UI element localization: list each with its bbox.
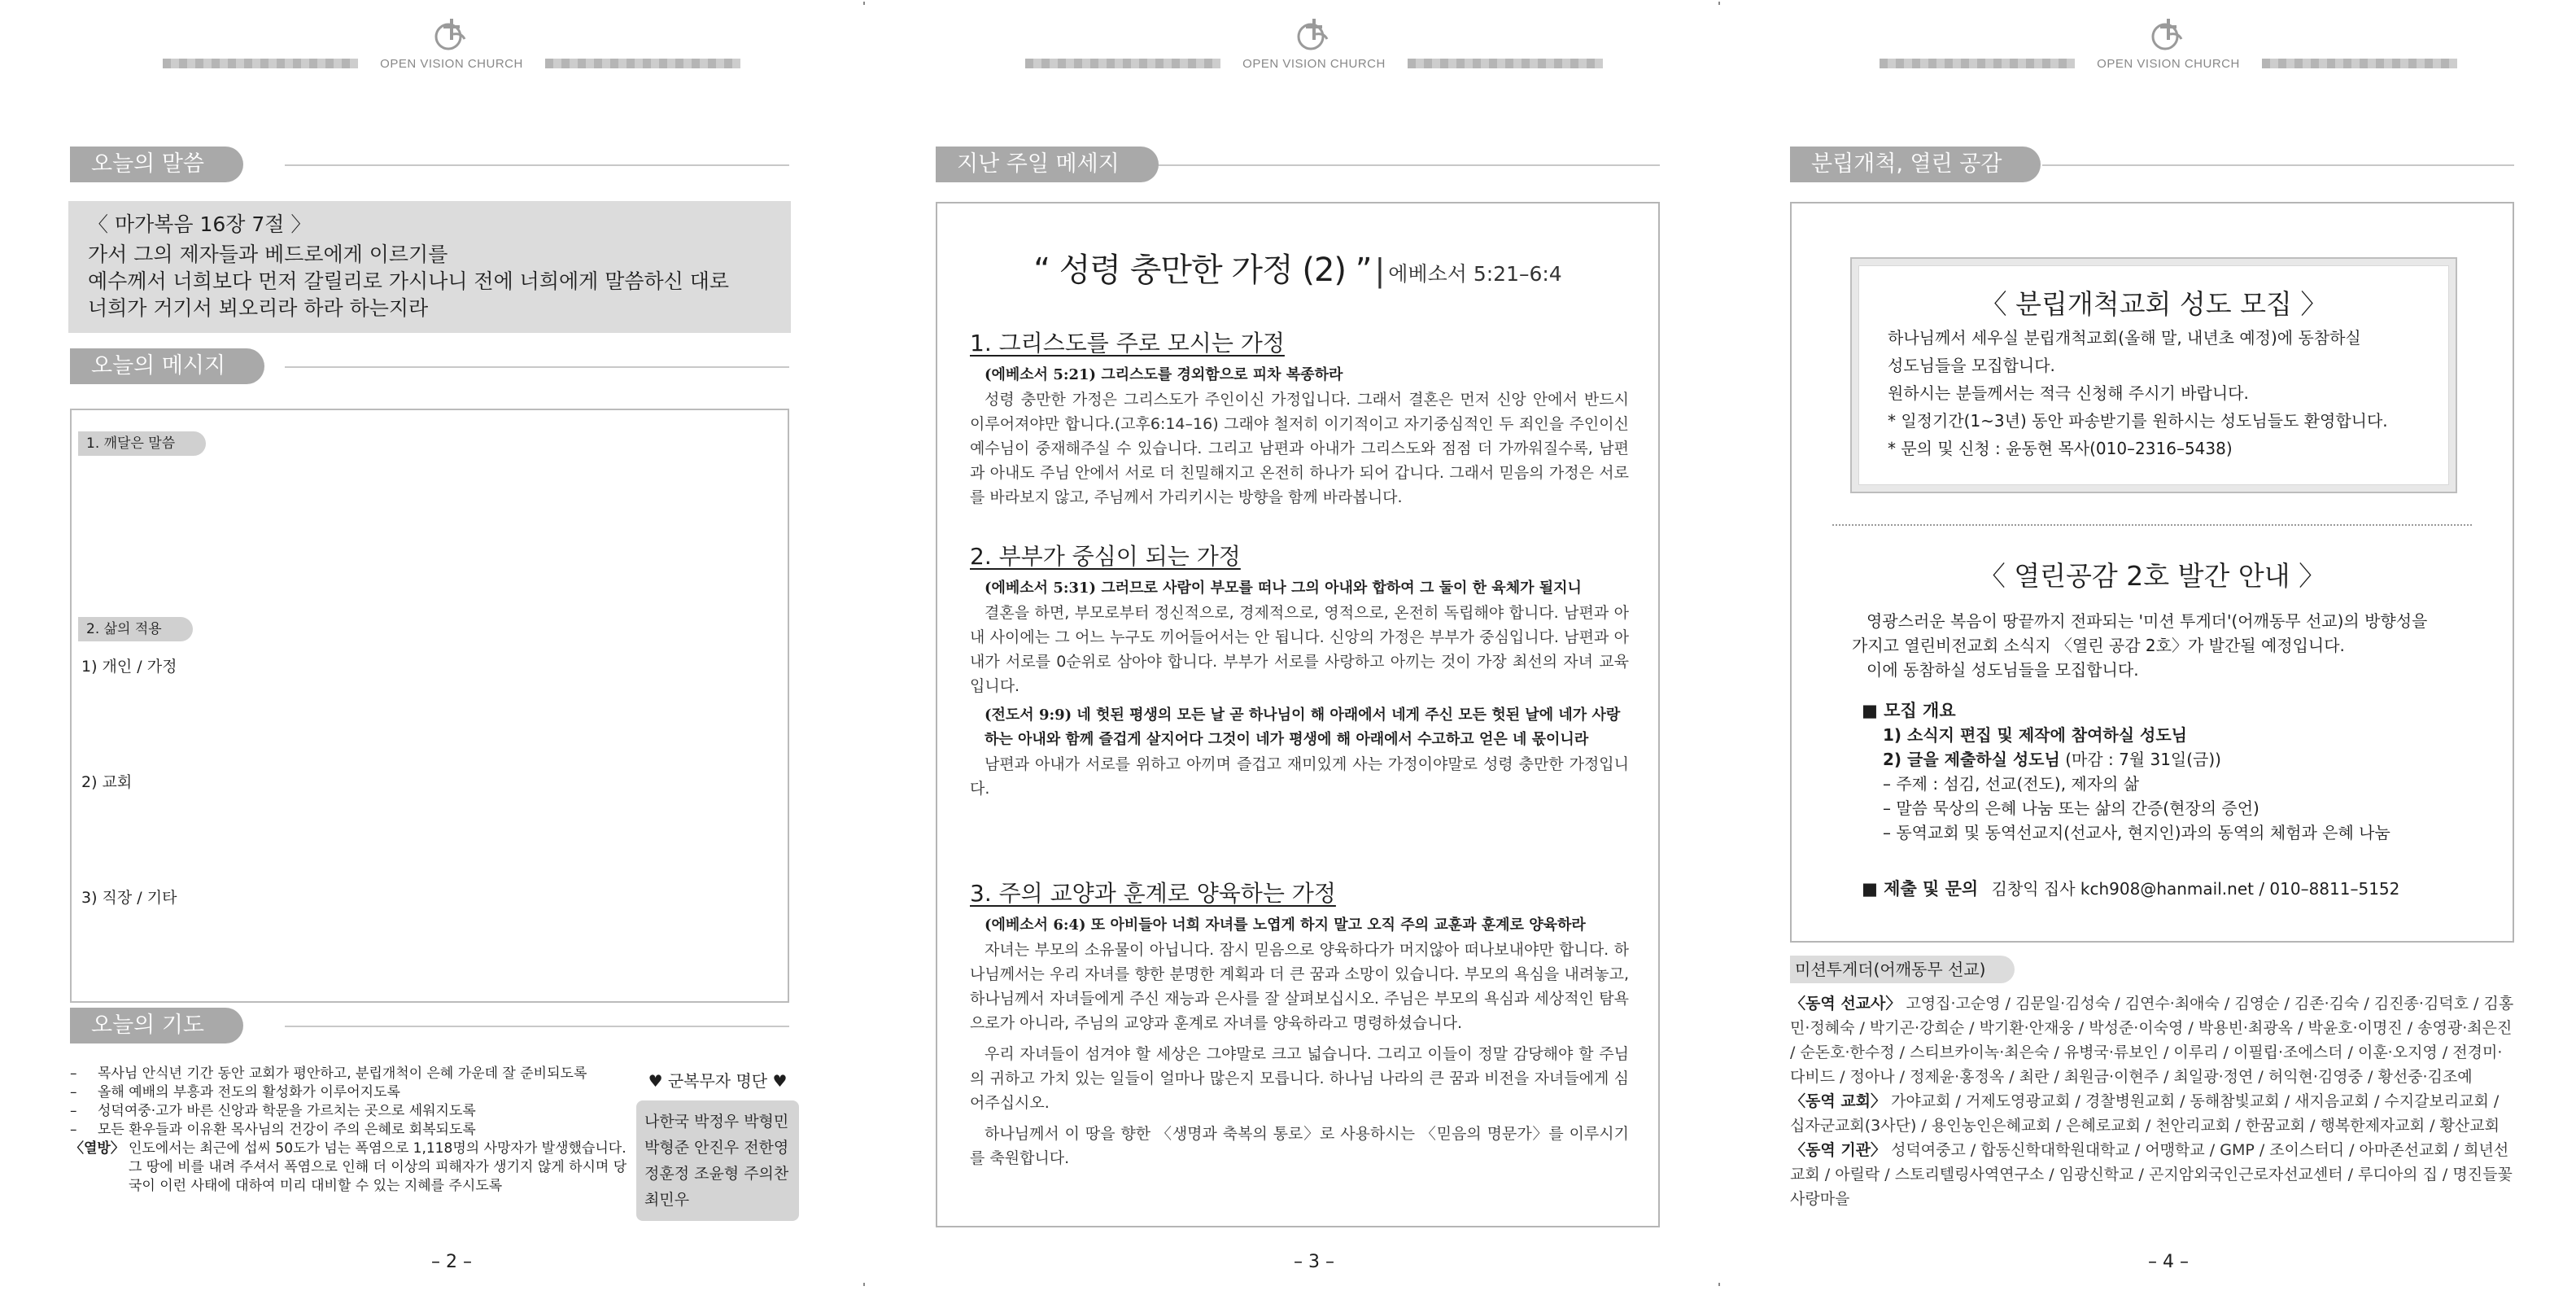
header-bar bbox=[1408, 59, 1603, 68]
prayer-item bbox=[70, 1065, 640, 1083]
mission-group-label: 〈동역 선교사〉 bbox=[1790, 995, 1901, 1013]
section-header-prayer bbox=[70, 1008, 789, 1043]
point-body: 결혼을 하면, 부모로부터 정신적으로, 경제적으로, 영적으로, 온전히 독립해야 합니다. 남편과 아내 사이에는 그 어느 누구도 끼어들어서는 안 됩니다. 신앙의 가정은 부부가 중심입니다. 남편과 아내가 서로를 0순위로 삼아야 합니다. 부부가 서로를 사랑하고 아끼는 것이 가장 최선의 자녀 교육입니다. bbox=[970, 604, 1629, 695]
publish-intro-line: 가지고 열린비전교회 소식지 〈열린 공감 2호〉가 발간될 예정입니다. bbox=[1852, 636, 2345, 655]
section-title: 오늘의 말씀 bbox=[70, 147, 243, 182]
recruit-title: 〈 분립개척교회 성도 모집 〉 bbox=[1980, 288, 2328, 320]
point-heading: 3. 주의 교양과 훈계로 양육하는 가정 bbox=[970, 880, 1336, 907]
prayer-marker: – bbox=[70, 1084, 77, 1100]
prayer-text: 모든 환우들과 이유환 목사님의 건강이 주의 은혜로 회복되도록 bbox=[98, 1122, 476, 1138]
church-name: OPEN VISION CHURCH bbox=[380, 57, 523, 71]
mission-tag: 미션투게더(어깨동무 선교) bbox=[1790, 956, 2015, 983]
prayer-list bbox=[70, 1065, 640, 1196]
section-header-message bbox=[70, 348, 789, 384]
mission-group bbox=[1790, 1138, 2514, 1211]
sermon-title-text: “ 성령 충만한 가정 (2) ” bbox=[1033, 252, 1372, 289]
page-number: – 2 – bbox=[431, 1252, 472, 1272]
publish-intro bbox=[1852, 609, 2427, 682]
point-body: 우리 자녀들이 섬겨야 할 세상은 그야말로 크고 넓습니다. 그리고 이들이 정말 감당해야 할 주님의 귀하고 가치 있는 일들이 얼마나 많은지 모릅니다. 하나님 나라의 큰 꿈과 비전을 자녀들에게 심어주십시오. bbox=[970, 1045, 1629, 1112]
sermon-box bbox=[936, 202, 1660, 1227]
point-verse: (에베소서 6:4) 또 아비들아 너희 자녀를 노엽게 하지 말고 오직 주의 교훈과 훈계로 양육하라 bbox=[985, 917, 1586, 934]
prayer-item bbox=[70, 1121, 640, 1140]
notes-item: 3) 직장 / 기타 bbox=[81, 889, 177, 907]
church-name: OPEN VISION CHURCH bbox=[1242, 57, 1386, 71]
section-rule bbox=[2042, 164, 2514, 166]
header-bar bbox=[545, 59, 740, 68]
prayer-text: 올해 예배의 부흥과 전도의 활성화가 이루어지도록 bbox=[98, 1084, 400, 1100]
overview bbox=[1862, 698, 2390, 845]
notes-tag: 1. 깨달은 말씀 bbox=[78, 431, 206, 456]
contact-label: ■ 제출 및 문의 bbox=[1862, 879, 1979, 899]
section-rule bbox=[1155, 164, 1660, 166]
page-header bbox=[1025, 16, 1603, 75]
prayer-item bbox=[70, 1102, 640, 1121]
overview-label: ■ 모집 개요 bbox=[1862, 701, 1956, 720]
prayer-item-nations bbox=[70, 1140, 640, 1196]
church-logo-icon bbox=[431, 16, 469, 54]
contact-info: 김창익 집사 kch908@hanmail.net / 010–8811–5152 bbox=[1991, 879, 2400, 899]
notes-item: 2) 교회 bbox=[81, 773, 133, 791]
prayer-text: 목사님 안식년 기간 동안 교회가 평안하고, 분립개척이 은혜 가운데 잘 준비되도록 bbox=[98, 1065, 587, 1082]
roster-line: 나한국 박정우 박형민 bbox=[644, 1113, 789, 1131]
mission-group-label: 〈동역 기관〉 bbox=[1790, 1141, 1887, 1159]
detail-line: – 말씀 묵상의 은혜 나눔 또는 삶의 간증(현장의 증언) bbox=[1883, 798, 2259, 818]
mission-group bbox=[1790, 1089, 2514, 1138]
header-bar bbox=[1880, 59, 2075, 68]
scripture-line: 너희가 거기서 뵈오리라 하라 하는지라 bbox=[88, 296, 429, 320]
mission-group-list: 고영집·고순영 / 김문일·김성숙 / 김연수·최애숙 / 김영순 / 김존·김숙 / 김진종·김덕호 / 김홍민·정혜숙 / 박기곤·강희순 / 박기환·안재웅 / 박성준·이숙영 / 박용빈·최광옥 / 박윤호·이명진 / 송영광·최은진 / 순돈호·한수정 / 스티브카이녹·최은숙 / 유병국·류보인 / 이루리 / 이필립·조에스더 / 이훈·오지영 / 전경미·다비드 / 정아나 / 정제윤·홍정옥 / 최란 / 최원금·이현주 / 최일광·정연 / 허익현·김영중 / 황선중·김조예 bbox=[1790, 995, 2514, 1086]
sermon-point-3 bbox=[970, 876, 1629, 1170]
section-header-planting bbox=[1790, 147, 2514, 182]
roster-line: 박형준 안진우 전한영 bbox=[644, 1139, 789, 1157]
mission-group-label: 〈동역 교회〉 bbox=[1790, 1092, 1887, 1110]
prayer-item bbox=[70, 1083, 640, 1102]
dotted-divider bbox=[1832, 524, 2472, 526]
mission-together bbox=[1790, 956, 2514, 1211]
recruit-line: 성도님들을 모집합니다. bbox=[1888, 356, 2055, 375]
church-logo-icon bbox=[1294, 16, 1331, 54]
section-header-sermon bbox=[936, 147, 1660, 182]
military-roster bbox=[636, 1065, 799, 1221]
publish-title: 〈 열린공감 2호 발간 안내 〉 bbox=[1978, 560, 2326, 592]
page-2 bbox=[24, 0, 879, 1295]
point-heading: 1. 그리스도를 주로 모시는 가정 bbox=[970, 330, 1285, 357]
page-3 bbox=[887, 0, 1741, 1295]
overview-item bbox=[1862, 747, 2390, 772]
section-header-word bbox=[70, 147, 789, 182]
point-body: 자녀는 부모의 소유물이 아닙니다. 잠시 믿음으로 양육하다가 머지않아 떠나보내야만 합니다. 하나님께서는 우리 자녀를 향한 분명한 계획과 더 큰 꿈과 소망이 있습니다. 부모의 욕심을 내려놓고, 하나님께서 자녀들에게 주신 재능과 은사를 잘 살펴보십시오. 주님은 부모의 욕심과 세상적인 탐욕으로가 아니라, 주님의 교양과 훈계로 자녀를 양육하라고 명령하셨습니다. bbox=[970, 941, 1629, 1032]
point-verse: (전도서 9:9) 네 헛된 평생의 모든 날 곧 하나님이 해 아래에서 네게 주신 모든 헛된 날에 네가 사랑하는 아내와 함께 즐겁게 살지어다 그것이 네가 평생에 해 아래에서 수고하고 얻은 네 몫이니라 bbox=[985, 707, 1621, 748]
section-rule bbox=[285, 164, 789, 166]
roster-title: ♥ 군복무자 명단 ♥ bbox=[648, 1071, 788, 1091]
announcement-box bbox=[1790, 202, 2514, 943]
recruit-line: 원하시는 분들께서는 적극 신청해 주시기 바랍니다. bbox=[1888, 383, 2249, 403]
sermon-reference: 에베소서 5:21–6:4 bbox=[1388, 262, 1562, 286]
publish-intro-line: 이에 동참하실 성도님들을 모집합니다. bbox=[1867, 660, 2139, 680]
mission-group bbox=[1790, 991, 2514, 1089]
notes-item: 1) 개인 / 가정 bbox=[81, 658, 177, 676]
contact-line bbox=[1862, 876, 2399, 900]
header-bar bbox=[1025, 59, 1220, 68]
publish-intro-line: 영광스러운 복음이 땅끝까지 전파되는 '미션 투게더'(어깨동무 선교)의 방향성을 bbox=[1867, 611, 2428, 631]
page-header bbox=[1880, 16, 2457, 75]
detail-line: – 주제 : 섬김, 선교(전도), 제자의 삶 bbox=[1883, 774, 2140, 794]
scripture-box bbox=[68, 201, 791, 333]
overview-item: 1) 소식지 편집 및 제작에 참여하실 성도님 bbox=[1883, 725, 2187, 745]
scripture-line: 가서 그의 제자들과 베드로에게 이르기를 bbox=[88, 243, 448, 266]
prayer-text: 인도에서는 최근에 섭씨 50도가 넘는 폭염으로 1,118명의 사망자가 발생했습니다. 그 땅에 비를 내려 주셔서 폭염으로 인해 더 이상의 피해자가 생기지 않게 하시며 당국이 이런 사태에 대하여 미리 대비할 수 있는 지혜를 주시도록 bbox=[129, 1140, 627, 1194]
point-heading: 2. 부부가 중심이 되는 가정 bbox=[970, 543, 1241, 570]
header-bar bbox=[2262, 59, 2457, 68]
section-title: 오늘의 메시지 bbox=[70, 348, 264, 384]
point-body: 남편과 아내가 서로를 위하고 아끼며 즐겁고 재미있게 사는 가정이야말로 성령 충만한 가정입니다. bbox=[970, 755, 1629, 798]
roster-line: 최민우 bbox=[644, 1191, 690, 1209]
prayer-marker: – bbox=[70, 1103, 77, 1119]
section-title: 분립개척, 열린 공감 bbox=[1790, 147, 2041, 182]
scripture-line: 예수께서 너희보다 먼저 갈릴리로 가시나니 전에 너희에게 말씀하신 대로 bbox=[88, 269, 730, 293]
recruit-box bbox=[1850, 257, 2457, 493]
point-verse: (에베소서 5:21) 그리스도를 경외함으로 피차 복종하라 bbox=[985, 366, 1343, 383]
section-rule bbox=[285, 366, 789, 368]
page-number: – 4 – bbox=[2148, 1252, 2189, 1272]
recruit-line: 하나님께서 세우실 분립개척교회(올해 말, 내년초 예정)에 동참하실 bbox=[1888, 328, 2361, 348]
message-notes-box bbox=[70, 409, 789, 1003]
notes-tag: 2. 삶의 적용 bbox=[78, 617, 193, 641]
page-4 bbox=[1741, 0, 2576, 1295]
scripture-reference: 〈 마가복음 16장 7절 〉 bbox=[88, 212, 312, 236]
roster-box bbox=[636, 1100, 799, 1221]
recruit-line: * 문의 및 신청 : 윤동현 목사(010–2316–5438) bbox=[1888, 439, 2233, 458]
church-name: OPEN VISION CHURCH bbox=[2097, 57, 2240, 71]
roster-line: 정훈정 조윤형 주의찬 bbox=[644, 1165, 789, 1183]
recruit-line: * 일정기간(1~3년) 동안 파송받기를 원하시는 성도님들도 환영합니다. bbox=[1888, 411, 2388, 431]
prayer-marker: – bbox=[70, 1065, 77, 1082]
sermon-point-1 bbox=[970, 326, 1629, 510]
sermon-title bbox=[937, 244, 1658, 291]
sermon-point-2 bbox=[970, 539, 1629, 801]
header-bar bbox=[163, 59, 358, 68]
point-verse: (에베소서 5:31) 그러므로 사람이 부모를 떠나 그의 아내와 합하여 그 둘이 한 육체가 될지니 bbox=[985, 580, 1582, 597]
section-rule bbox=[285, 1026, 789, 1027]
deadline: (마감 : 7월 31일(금)) bbox=[2065, 750, 2221, 769]
page-header bbox=[163, 16, 740, 75]
section-title: 지난 주일 메세지 bbox=[936, 147, 1159, 182]
section-title: 오늘의 기도 bbox=[70, 1008, 243, 1043]
church-logo-icon bbox=[2148, 16, 2185, 54]
point-body: 성령 충만한 가정은 그리스도가 주인이신 가정입니다. 그래서 결혼은 먼저 신앙 안에서 반드시 이루어져야만 합니다.(고후6:14–16) 그래야 철저히 이기적이고 자기중심적인 두 죄인을 주인이신 예수님이 중재해주실 수 있습니다. 그리고 남편과 아내가 그리스도와 점점 더 가까워질수록, 남편과 아내도 주님 안에서 서로 더 친밀해지고 온전히 하나가 되어 갑니다. 그래서 믿음의 가정은 서로를 바라보지 않고, 주님께서 가리키시는 방향을 함께 바라봅니다. bbox=[970, 391, 1629, 506]
overview-item-text: 2) 글을 제출하실 성도님 bbox=[1883, 750, 2060, 769]
detail-line: – 동역교회 및 동역선교지(선교사, 현지인)과의 동역의 체험과 은혜 나눔 bbox=[1883, 823, 2390, 842]
point-body: 하나님께서 이 땅을 향한 〈생명과 축복의 통로〉로 사용하시는 〈믿음의 명문가〉를 이루시기를 축원합니다. bbox=[970, 1125, 1629, 1167]
prayer-marker: 〈열방〉 bbox=[70, 1140, 124, 1157]
recruit-text bbox=[1888, 324, 2388, 462]
mission-group-list: 성덕여중고 / 합동신학대학원대학교 / 어맹학교 / GMP / 조이스터디 / 아마존선교회 / 희년선교회 / 아릴락 / 스토리텔링사역연구소 / 임광신학교 / 곤지암외국인근로자선교센터 / 루디아의 집 / 명진들꽃사랑마을 bbox=[1790, 1141, 2513, 1208]
title-separator: | bbox=[1374, 252, 1386, 288]
page-number: – 3 – bbox=[1294, 1252, 1334, 1272]
prayer-marker: – bbox=[70, 1122, 77, 1138]
prayer-text: 성덕여중·고가 바른 신앙과 학문을 가르치는 곳으로 세워지도록 bbox=[98, 1103, 476, 1119]
mission-group-list: 가야교회 / 거제도영광교회 / 경찰병원교회 / 동해참빛교회 / 새지음교회 / 수지갈보리교회 / 십자군교회(3사단) / 용인농인은혜교회 / 은혜로교회 / 천안리교회 / 한꿈교회 / 행복한제자교회 / 황산교회 bbox=[1790, 1092, 2500, 1135]
